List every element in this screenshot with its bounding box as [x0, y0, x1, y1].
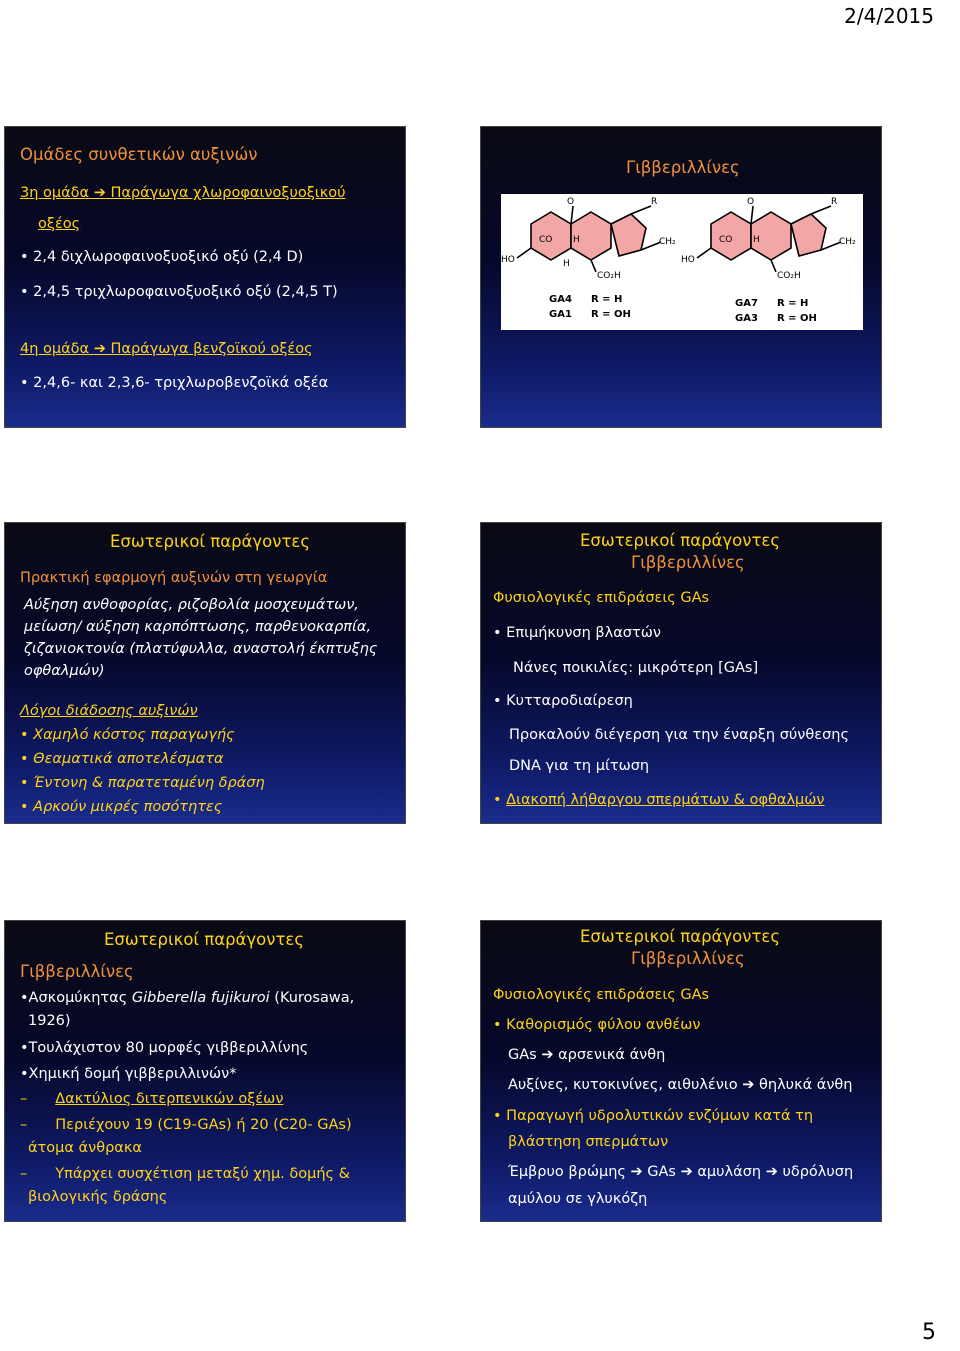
svg-text:CH₂: CH₂ — [659, 237, 676, 247]
sub-item: Νάνες ποικιλίες: μικρότερη [GAs] — [513, 660, 759, 676]
list-item: • 2,4,5 τριχλωροφαινοξυοξικό οξύ (2,4,5 Τ) — [20, 283, 338, 301]
r-value: R = H — [777, 298, 809, 309]
body-text: Αύξηση ανθοφορίας, ριζοβολία μοσχευμάτων, — [24, 597, 359, 613]
slide-ga-chemistry — [4, 920, 406, 1222]
body-text: οφθαλμών) — [24, 663, 105, 679]
svg-text:O: O — [567, 197, 575, 207]
slide-subtitle: Γιββεριλλίνες — [631, 553, 745, 572]
sub-item: Αυξίνες, κυτοκινίνες, αιθυλένιο ➔ θηλυκά άνθη — [508, 1077, 853, 1093]
svg-text:HO: HO — [501, 255, 515, 265]
svg-text:R: R — [831, 197, 838, 207]
sub-item: GAs ➔ αρσενικά άνθη — [508, 1047, 666, 1063]
list-item: • Αρκούν μικρές ποσότητες — [20, 798, 222, 816]
slide-auxins-agriculture — [4, 522, 406, 824]
arrow-right-icon: ➔ — [93, 185, 106, 201]
ga3-label: GA3 — [735, 313, 758, 324]
svg-text:O: O — [747, 197, 755, 207]
svg-text:HO: HO — [681, 255, 695, 265]
slide-gibberellins-structure — [480, 126, 882, 428]
slide-ga-effects-1 — [480, 522, 882, 824]
ga1-label: GA1 — [549, 309, 572, 320]
svg-text:H: H — [753, 235, 760, 245]
group4-heading: 4η ομάδα ➔ Παράγωγα βενζοϊκού οξέος — [20, 341, 313, 357]
slide-ga-effects-2 — [480, 920, 882, 1222]
r-value: R = H — [591, 294, 623, 305]
list-item: • Κυτταροδιαίρεση — [493, 692, 633, 710]
arrow-right-icon: ➔ — [680, 1164, 693, 1180]
svg-text:CO₂H: CO₂H — [777, 271, 801, 281]
list-item: • Έντονη & παρατεταμένη δράση — [20, 774, 265, 792]
slide-title: Εσωτερικοί παράγοντες — [110, 532, 311, 551]
svg-text:CO: CO — [539, 235, 553, 245]
reasons-heading: Λόγοι διάδοσης αυξινών — [20, 703, 198, 719]
slide-title: Ομάδες συνθετικών αυξινών — [20, 145, 258, 164]
svg-text:R: R — [651, 197, 658, 207]
body-line: βιολογικής δράσης — [28, 1189, 168, 1205]
svg-text:H: H — [573, 235, 580, 245]
arrow-right-icon: ➔ — [742, 1077, 755, 1093]
list-item: • Παραγωγή υδρολυτικών ενζύμων κατά τη — [493, 1107, 813, 1125]
section-heading: Φυσιολογικές επιδράσεις GAs — [493, 987, 710, 1003]
page-number: 5 — [922, 1320, 936, 1345]
group3-heading-cont: οξέος — [38, 216, 81, 232]
list-item-cont: βλάστηση σπερμάτων — [508, 1134, 669, 1150]
group3-heading: 3η ομάδα ➔ Παράγωγα χλωροφαινοξυοξικού — [20, 185, 346, 201]
sub-item: DNA για τη μίτωση — [509, 758, 650, 774]
list-item: • Επιμήκυνση βλαστών — [493, 624, 661, 642]
body-line: 1926) — [28, 1013, 71, 1029]
slide-title: Εσωτερικοί παράγοντες — [104, 930, 305, 949]
list-item: • 2,4 διχλωροφαινοξυοξικό οξύ (2,4 D) — [20, 248, 303, 266]
list-item: • Καθορισμός φύλου ανθέων — [493, 1016, 701, 1034]
body-line: •Χημική δομή γιββεριλλινών* — [20, 1066, 237, 1082]
slide-subtitle: Γιββεριλλίνες — [20, 962, 134, 981]
svg-text:H: H — [563, 259, 570, 269]
slide-subtitle: Πρακτική εφαρμογή αυξινών στη γεωργία — [20, 570, 328, 586]
arrow-right-icon: ➔ — [541, 1047, 554, 1063]
body-line: – Δακτύλιος διτερπενικών οξέων — [20, 1091, 284, 1107]
body-line: – Υπάρχει συσχέτιση μεταξύ χημ. δομής & — [20, 1166, 350, 1182]
slide-title: Εσωτερικοί παράγοντες — [580, 927, 781, 946]
svg-text:CO: CO — [719, 235, 733, 245]
ga7-label: GA7 — [735, 298, 758, 309]
body-line: – Περιέχουν 19 (C19-GAs) ή 20 (C20- GAs) — [20, 1117, 352, 1133]
body-line: άτομα άνθρακα — [28, 1140, 142, 1156]
gibberellin-molecule-image — [501, 194, 863, 330]
molecule-diagram — [501, 194, 863, 330]
svg-text:CO₂H: CO₂H — [597, 271, 621, 281]
slide-synthetic-auxins — [4, 126, 406, 428]
svg-text:CH₂: CH₂ — [839, 237, 856, 247]
sub-item: Προκαλούν διέγερση για την έναρξη σύνθεσης — [509, 727, 850, 743]
body-line: •Τουλάχιστον 80 μορφές γιββεριλλίνης — [20, 1040, 309, 1056]
list-item: • Διακοπή λήθαργου σπερμάτων & οφθαλμών — [493, 791, 825, 809]
arrow-right-icon: ➔ — [93, 341, 106, 357]
slide-title: Εσωτερικοί παράγοντες — [580, 531, 781, 550]
list-item: • Θεαματικά αποτελέσματα — [20, 750, 224, 768]
body-line: •Ασκομύκητας Gibberella fujikuroi (Kurosawa, — [20, 990, 355, 1006]
page-date: 2/4/2015 — [844, 4, 934, 28]
arrow-right-icon: ➔ — [630, 1164, 643, 1180]
sub-item: Έμβρυο βρώμης ➔ GAs ➔ αμυλάση ➔ υδρόλυση — [508, 1164, 854, 1180]
list-item: • 2,4,6- και 2,3,6- τριχλωροβενζοϊκά οξέα — [20, 374, 328, 392]
arrow-right-icon: ➔ — [765, 1164, 778, 1180]
section-heading: Φυσιολογικές επιδράσεις GAs — [493, 590, 710, 606]
list-item: • Χαμηλό κόστος παραγωγής — [20, 726, 235, 744]
body-text: μείωση/ αύξηση καρπόπτωσης, παρθενοκαρπία, — [24, 619, 372, 635]
r-value: R = OH — [591, 309, 631, 320]
body-text: ζιζανιοκτονία (πλατύφυλλα, αναστολή έκπτυξης — [24, 641, 378, 657]
slide-title: Γιββεριλλίνες — [626, 158, 740, 177]
sub-item: αμύλου σε γλυκόζη — [508, 1191, 648, 1207]
slide-subtitle: Γιββεριλλίνες — [631, 949, 745, 968]
r-value: R = OH — [777, 313, 817, 324]
ga4-label: GA4 — [549, 294, 572, 305]
